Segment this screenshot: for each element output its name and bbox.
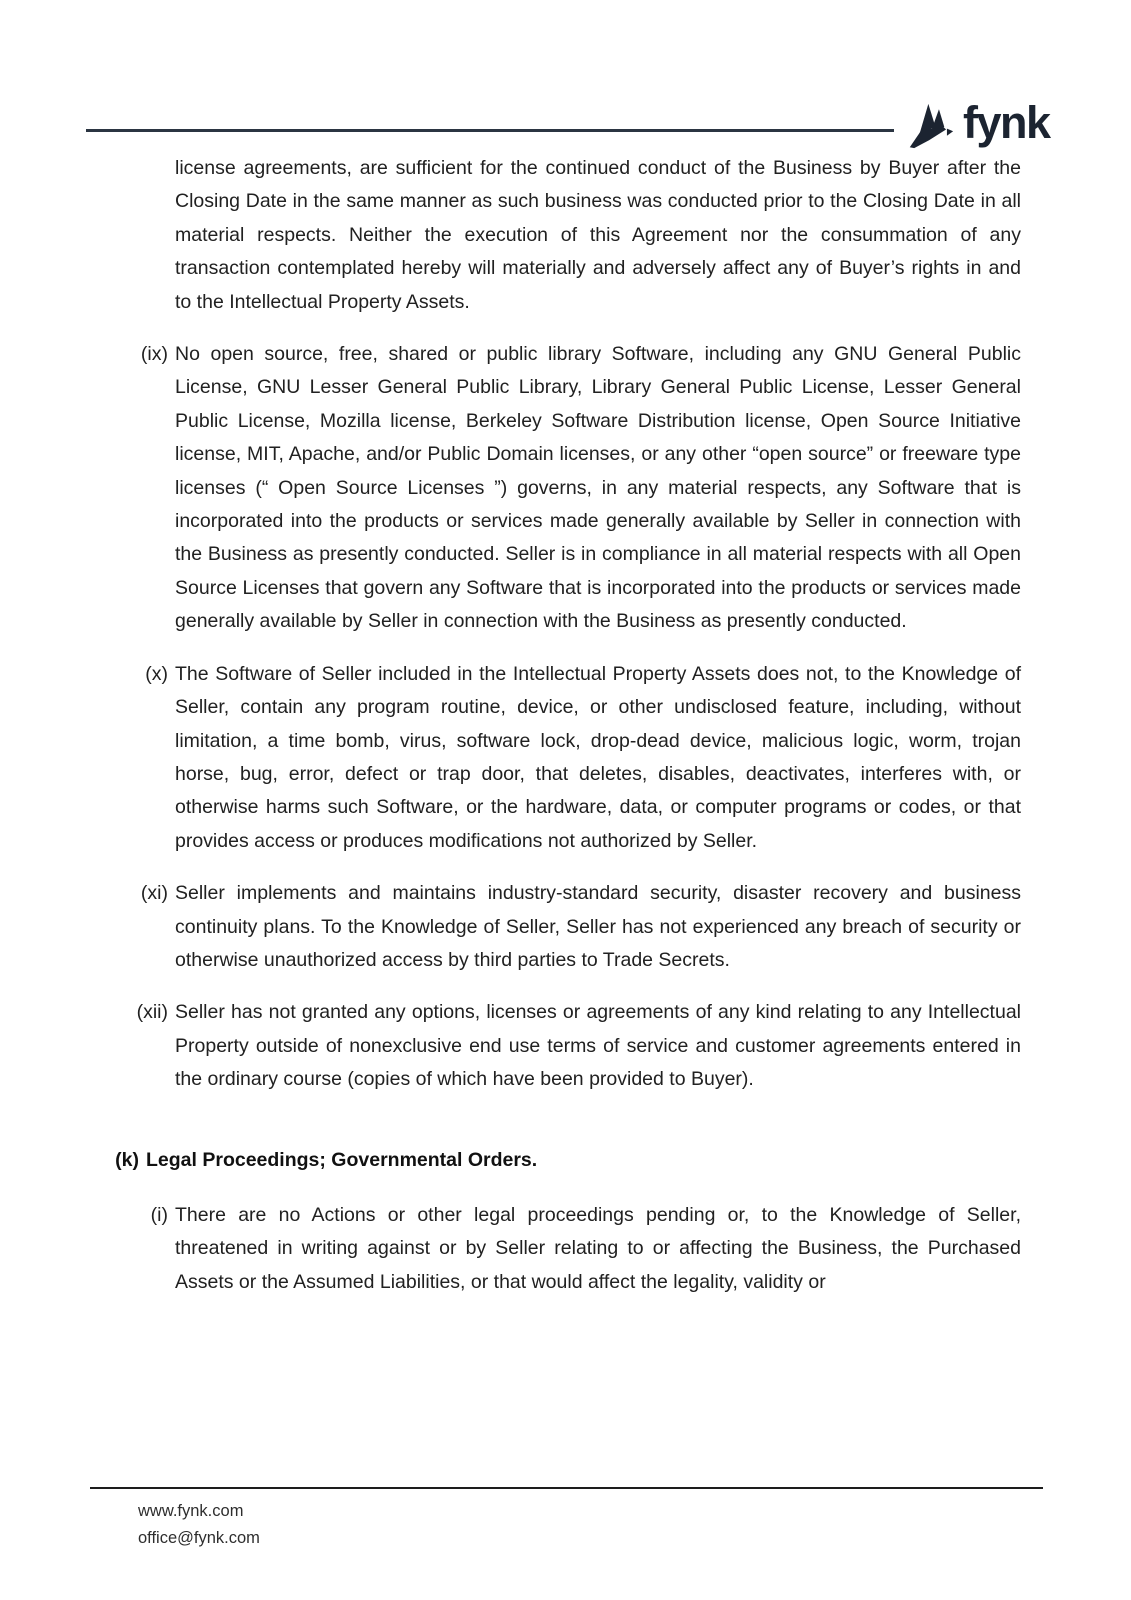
- clause-i: [150, 1199, 1021, 1299]
- clause-label: (xi): [140, 882, 168, 905]
- section-title: Legal Proceedings; Governmental Orders.: [146, 1148, 538, 1171]
- clause-text: There are no Actions or other legal proceedings pending or, to the Knowledge of Seller, threatened in writing against or by Seller relating to or affecting the Business, the Purchased Assets or the Assumed Liabilities, or that would affect the legality, validity or: [175, 1203, 1021, 1293]
- fynk-bird-icon: [908, 101, 954, 151]
- section-label: (k): [115, 1148, 139, 1171]
- clause-xi: [140, 877, 1021, 977]
- clause-xii: [136, 996, 1021, 1096]
- footer-website-link[interactable]: www.fynk.com: [138, 1502, 244, 1520]
- contract-body-text: [86, 152, 1021, 1299]
- fynk-logo: [908, 97, 1050, 151]
- clause-text: Seller has not granted any options, licenses or agreements of any kind relating to any Intellectual Property outside of nonexclusive end use terms of service and customer agreements entered in the ordinary course (copies of which have been provided to Buyer).: [175, 1001, 1021, 1091]
- footer-email-link[interactable]: office@fynk.com: [138, 1529, 260, 1547]
- clause-label: (xii): [136, 1001, 168, 1024]
- header-divider-line: [86, 129, 894, 132]
- fynk-logo-wordmark: fynk: [963, 97, 1050, 148]
- footer-divider-line: [90, 1487, 1043, 1489]
- clause-text: Seller implements and maintains industry-standard security, disaster recovery and business continuity plans. To the Knowledge of Seller, Seller has not experienced any breach of security or otherwise unauthorized access by third parties to Trade Secrets.: [175, 882, 1021, 971]
- paragraph-text: license agreements, are sufficient for the continued conduct of the Business by Buyer after the Closing Date in the same manner as such business was conducted prior to the Closing Date in all material respects. Neither the execution of this Agreement nor the consummation of any transaction contemplated hereby will materially and adversely affect any of Buyer’s rights in and to the Intellectual Property Assets.: [175, 157, 1021, 313]
- paragraph-continuation: [175, 152, 1021, 319]
- footer: [138, 1498, 260, 1552]
- clause-label: (ix): [140, 343, 168, 366]
- clause-label: (i): [150, 1203, 168, 1226]
- clause-ix: [140, 338, 1021, 639]
- section-heading-k: [115, 1144, 1021, 1177]
- clause-text: The Software of Seller included in the Intellectual Property Assets does not, to the Knowledge of Seller, contain any program routine, device, or other undisclosed feature, including, without limitation, a time bomb, virus, software lock, drop-dead device, malicious logic, worm, trojan horse, bug, error, defect or trap door, that deletes, disables, deactivates, interferes with, or otherwise harms such Software, or the hardware, data, or computer programs or codes, or that provides access or produces modifications not authorized by Seller.: [175, 662, 1021, 852]
- clause-text: No open source, free, shared or public library Software, including any GNU General Public License, GNU Lesser General Public Library, Library General Public License, Lesser General Public License, Mozilla license, Berkeley Software Distribution license, Open Source Initiative license, MIT, Apache, and/or Public Domain licenses, or any other “open source” or freeware type licenses (“ Open Source Licenses ”) governs, in any material respects, any Software that is incorporated into the products or services made generally available by Seller in connection with the Business as presently conducted. Seller is in compliance in all material respects with all Open Source Licenses that govern any Software that is incorporated into the products or services made generally available by Seller in connection with the Business as presently conducted.: [175, 343, 1021, 633]
- clause-label: (x): [145, 662, 168, 685]
- clause-x: [145, 658, 1021, 858]
